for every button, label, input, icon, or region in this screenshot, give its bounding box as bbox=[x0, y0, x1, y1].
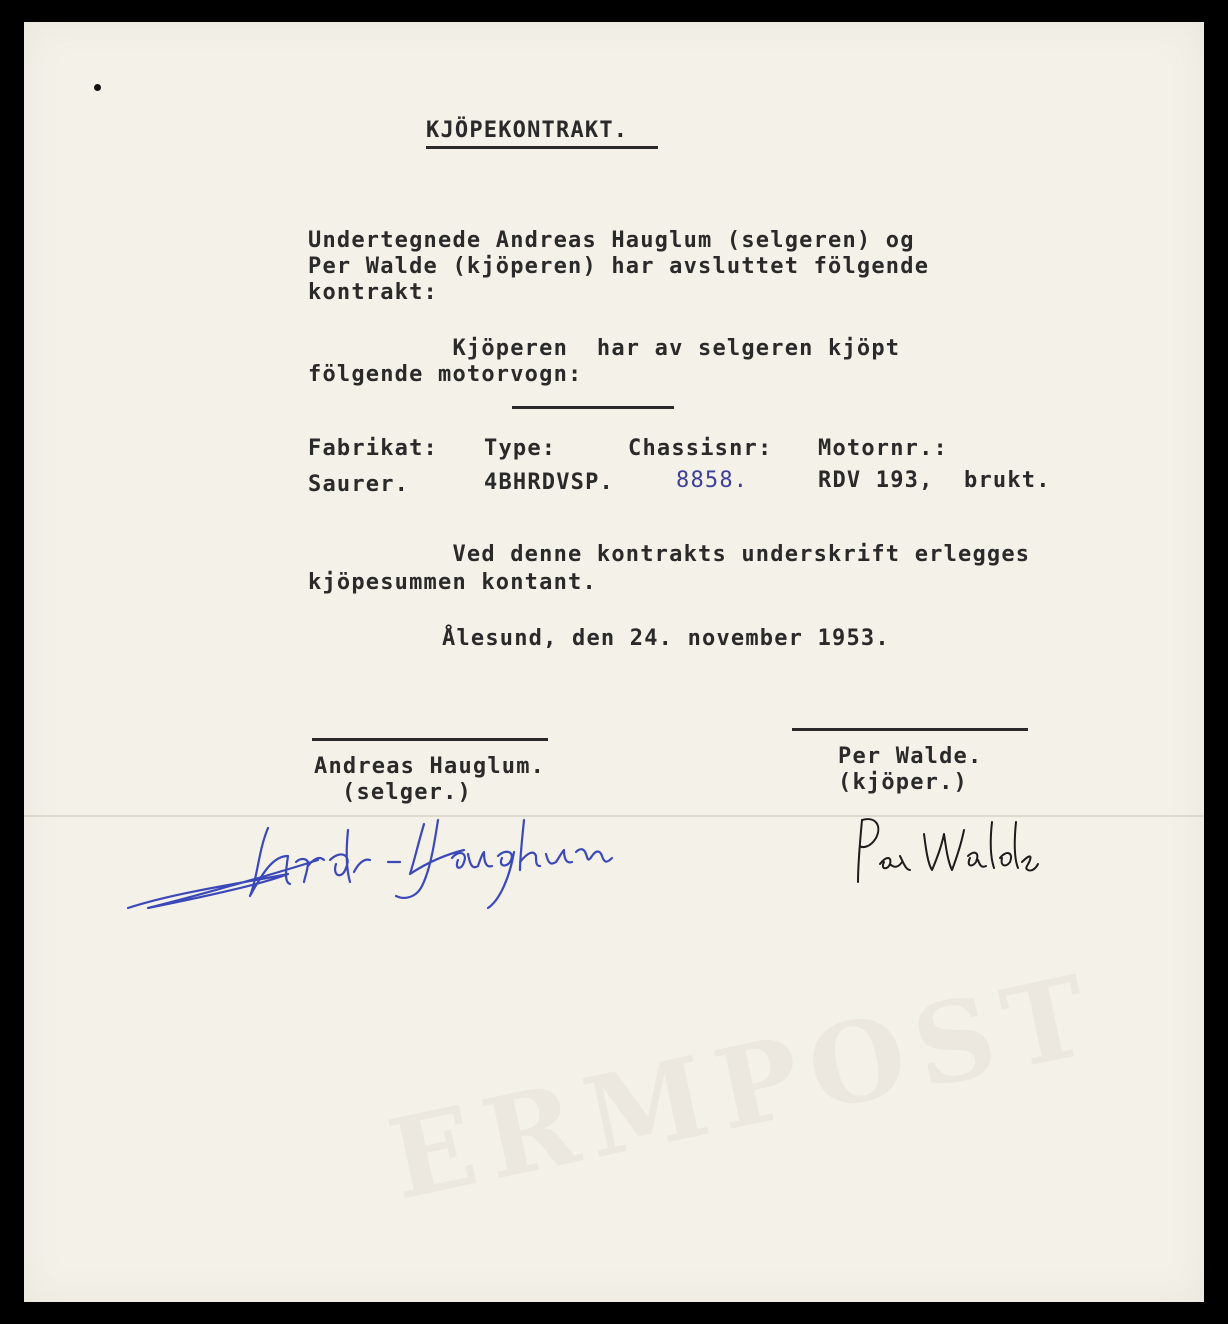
buyer-role: (kjöper.) bbox=[838, 770, 969, 795]
punch-mark bbox=[94, 84, 101, 91]
faded-stamp: ERMPOST bbox=[378, 948, 1111, 1225]
payment-line-2: kjöpesummen kontant. bbox=[308, 570, 597, 595]
header-chassis: Chassisnr: bbox=[628, 436, 773, 461]
intro-line-1: Undertegnede Andreas Hauglum (selgeren) og bbox=[308, 228, 915, 253]
value-chassis: 8858. bbox=[676, 468, 749, 493]
seller-signature bbox=[118, 800, 638, 920]
header-fabrikat: Fabrikat: bbox=[308, 436, 439, 461]
place-date: Ålesund, den 24. november 1953. bbox=[442, 626, 890, 651]
value-fabrikat: Saurer. bbox=[308, 472, 410, 497]
value-condition: brukt. bbox=[964, 468, 1051, 493]
intro-line-3: kontrakt: bbox=[308, 280, 439, 305]
title-underline bbox=[426, 146, 658, 149]
seller-name: Andreas Hauglum. bbox=[314, 754, 546, 779]
seller-role: (selger.) bbox=[342, 780, 473, 805]
payment-line-1: Ved denne kontrakts underskrift erlegges bbox=[308, 542, 1031, 567]
header-type: Type: bbox=[484, 436, 557, 461]
purchase-line-1: Kjöperen har av selgeren kjöpt bbox=[308, 336, 901, 361]
separator-rule bbox=[512, 406, 674, 409]
buyer-signature-line bbox=[792, 728, 1028, 731]
contract-page bbox=[24, 22, 1204, 1302]
seller-signature-line bbox=[312, 738, 548, 741]
buyer-signature bbox=[852, 812, 1052, 892]
buyer-name: Per Walde. bbox=[838, 744, 983, 769]
value-motor: RDV 193, bbox=[818, 468, 934, 493]
purchase-line-2: fölgende motorvogn: bbox=[308, 362, 583, 387]
value-type: 4BHRDVSP. bbox=[484, 470, 615, 495]
header-motor: Motornr.: bbox=[818, 436, 949, 461]
intro-line-2: Per Walde (kjöperen) har avsluttet fölgende bbox=[308, 254, 930, 279]
document-title: KJÖPEKONTRAKT. bbox=[426, 118, 629, 143]
